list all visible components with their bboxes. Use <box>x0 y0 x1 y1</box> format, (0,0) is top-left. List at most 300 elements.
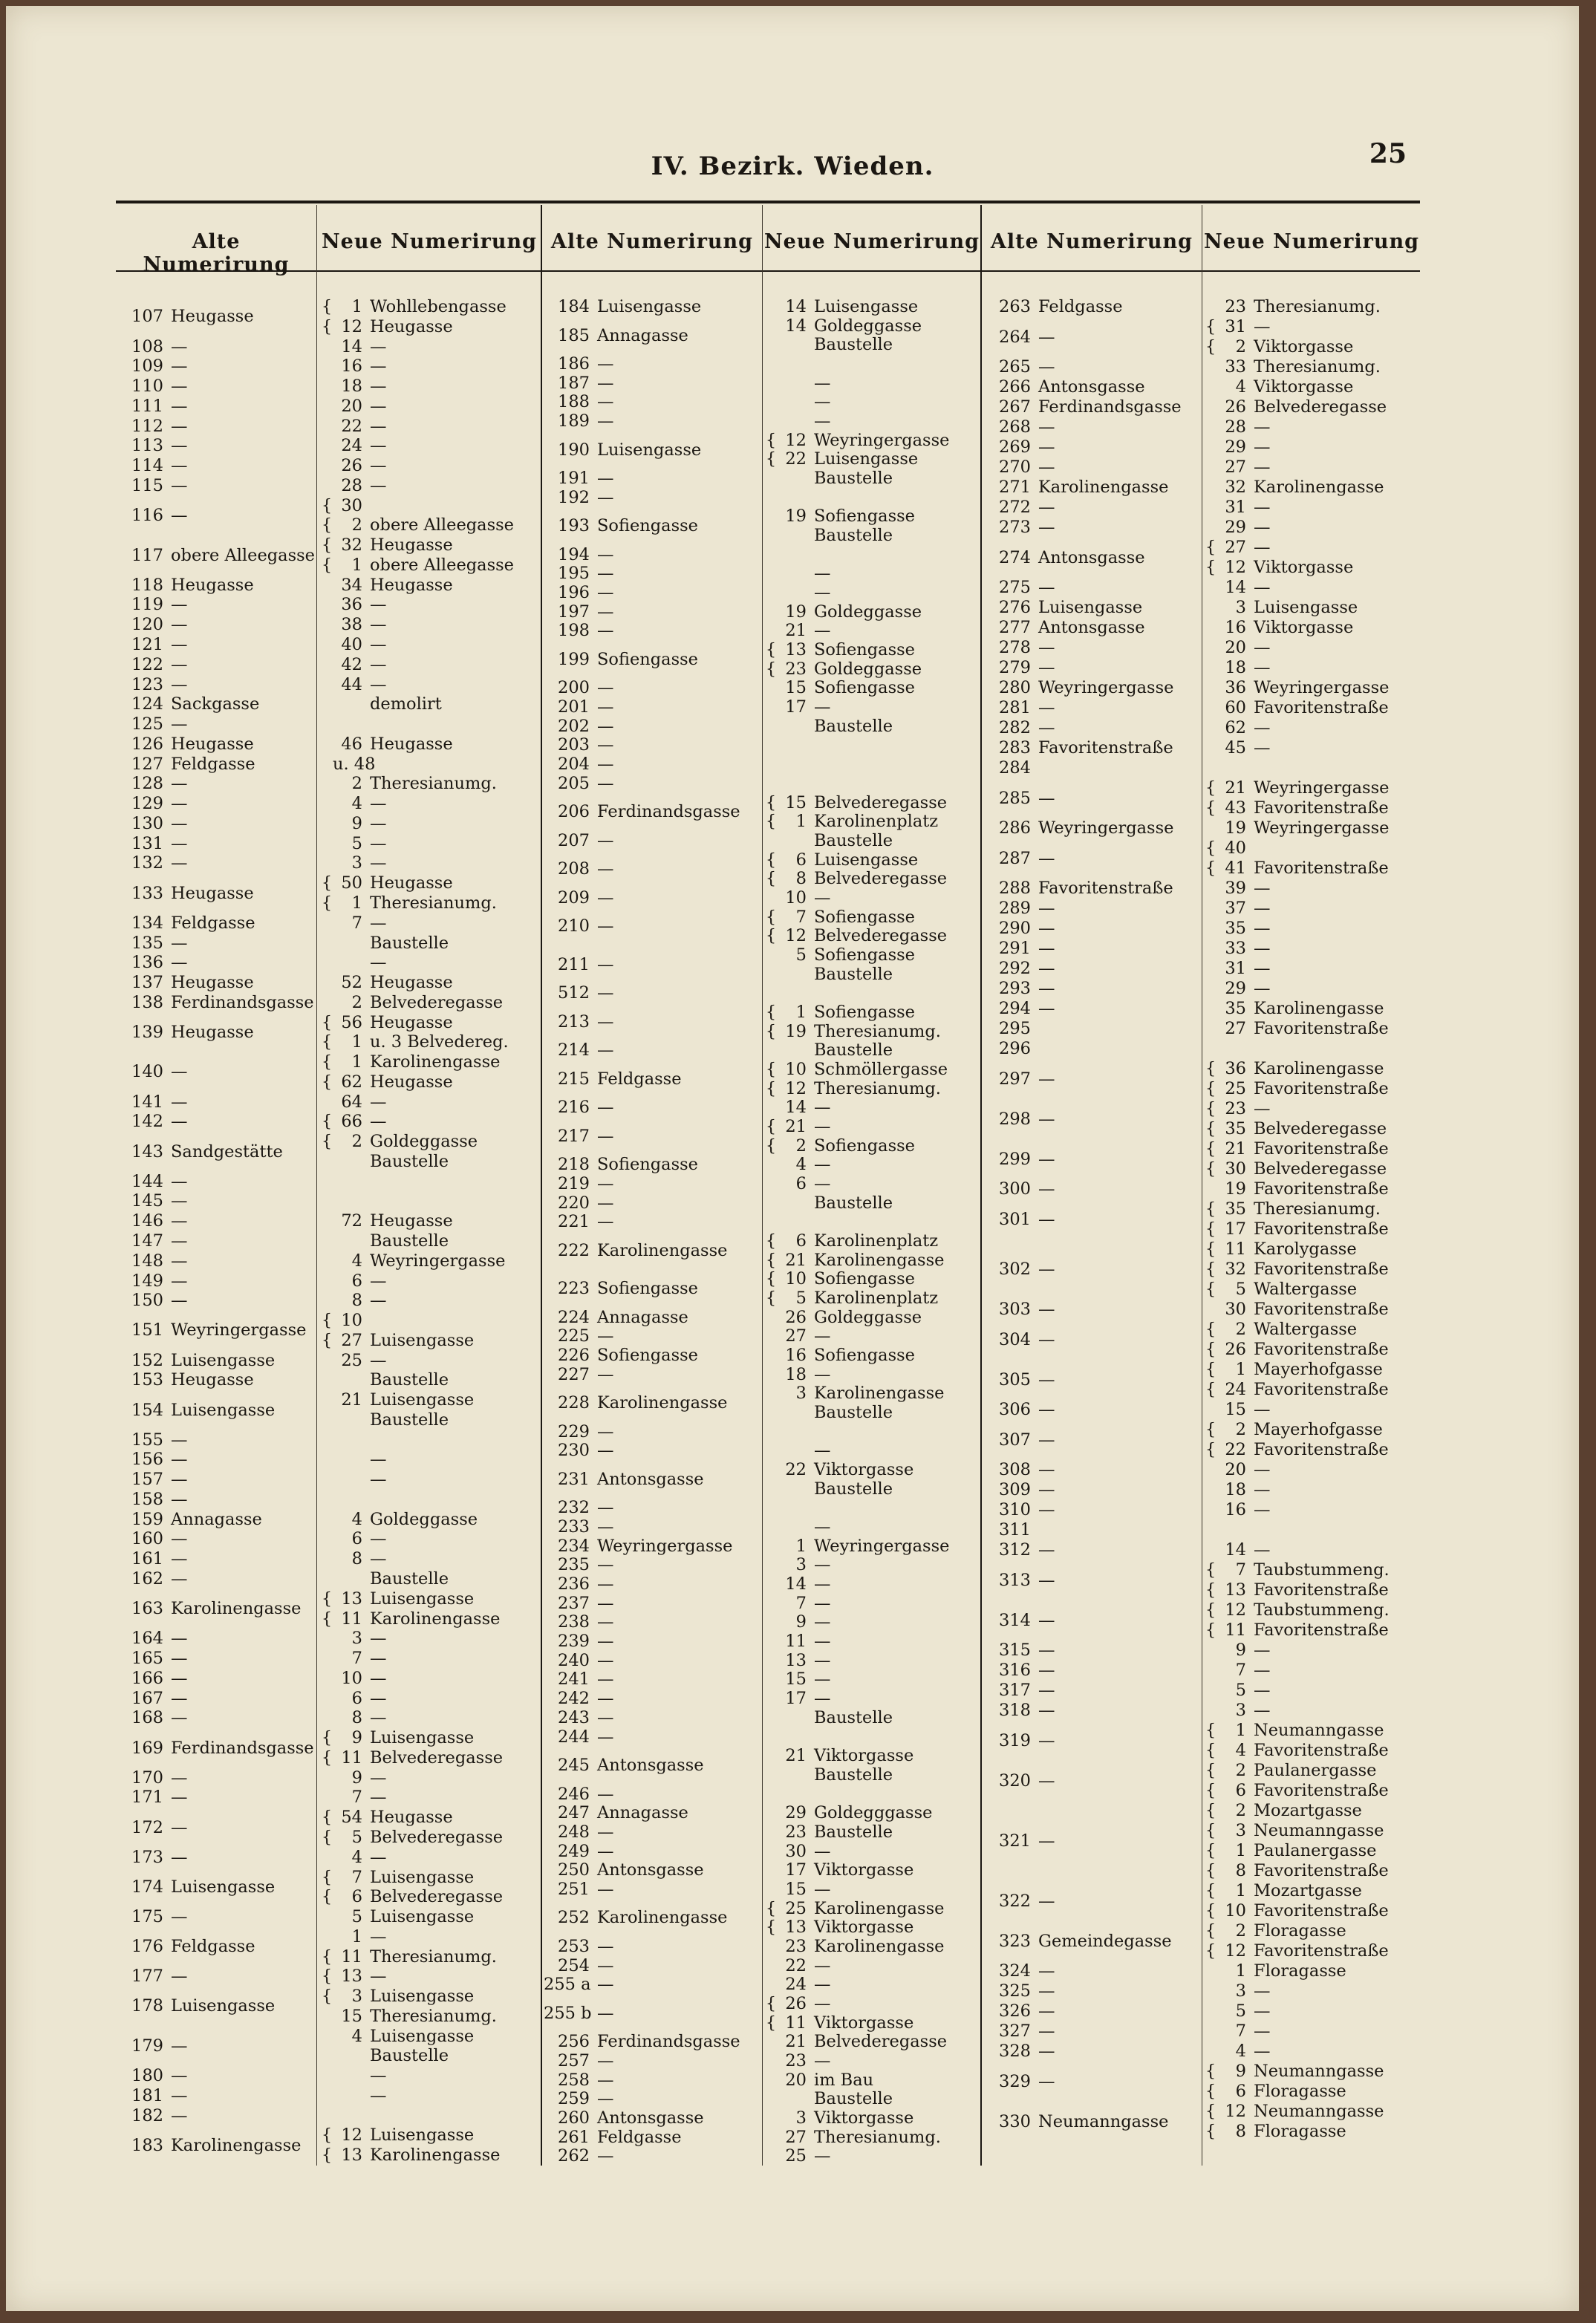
brace-mark: { <box>1205 1781 1216 1800</box>
new-entry <box>765 1956 831 1976</box>
new-street: Baustelle <box>370 1410 449 1430</box>
new-number: 2 <box>1235 337 1246 356</box>
brace-mark: { <box>1205 2062 1216 2081</box>
new-street: — <box>370 794 387 814</box>
new-entry <box>765 965 893 985</box>
new-entry <box>1205 1219 1389 1239</box>
new-entry <box>1205 999 1384 1019</box>
new-street: Luisengasse <box>370 2026 475 2046</box>
new-entry <box>321 2146 500 2166</box>
new-entry <box>765 735 814 755</box>
new-number: 29 <box>785 1803 807 1823</box>
new-number: 18 <box>1225 1480 1246 1499</box>
old-entry <box>544 1422 614 1442</box>
old-entry <box>985 618 1145 638</box>
old-street: — <box>597 2003 614 2023</box>
old-street: — <box>597 1784 614 1804</box>
new-entry <box>765 1441 831 1461</box>
old-entry <box>117 546 315 566</box>
old-number: 329 <box>999 2071 1031 2091</box>
new-entry <box>1205 1039 1254 1059</box>
old-number: 247 <box>558 1803 590 1823</box>
new-entry <box>1205 2021 1271 2042</box>
new-number: 1 <box>351 297 362 316</box>
new-number: 40 <box>341 635 362 655</box>
old-street: — <box>1038 1701 1055 1720</box>
old-entry <box>544 1012 614 1032</box>
old-entry <box>985 919 1055 939</box>
new-street: Favoritenstraße <box>1254 798 1389 818</box>
new-street: — <box>1254 939 1271 958</box>
old-street: — <box>597 916 614 936</box>
new-street: Baustelle <box>814 830 893 850</box>
old-entry <box>544 1594 614 1614</box>
old-street: — <box>597 2089 614 2109</box>
old-street: Sofiengasse <box>597 1346 698 1366</box>
old-entry <box>117 1112 188 1132</box>
old-street: — <box>1038 1770 1055 1791</box>
old-entry <box>117 1470 188 1490</box>
brace-mark: { <box>1205 2102 1216 2121</box>
new-entry <box>765 392 831 412</box>
old-street: — <box>597 1612 614 1632</box>
new-entry <box>765 1174 831 1194</box>
brace-mark: { <box>1205 1099 1216 1118</box>
new-street: Belvederegasse <box>1254 1119 1387 1138</box>
new-number: 10 <box>785 887 807 908</box>
new-number: 1 <box>795 1536 807 1556</box>
new-number: 1 <box>1235 1961 1246 1981</box>
old-number: 164 <box>131 1629 163 1649</box>
new-entry <box>1205 1580 1389 1600</box>
old-street: — <box>171 2066 188 2086</box>
new-number: 1 <box>1235 1881 1246 1900</box>
new-street: Heugasse <box>370 535 453 556</box>
old-street: — <box>171 1062 188 1082</box>
old-street: — <box>1038 788 1055 808</box>
old-number: 242 <box>558 1689 590 1709</box>
old-number: 244 <box>558 1727 590 1747</box>
old-street: — <box>171 1191 188 1211</box>
old-number: 235 <box>558 1555 590 1575</box>
new-number: 10 <box>341 1311 362 1331</box>
new-number: 5 <box>795 945 807 965</box>
brace-mark: { <box>1205 1921 1216 1941</box>
new-number: 25 <box>341 1350 362 1370</box>
new-number: 13 <box>785 1918 807 1938</box>
new-street: Taubstummeng. <box>1254 1600 1390 1620</box>
old-number: 308 <box>999 1460 1031 1479</box>
old-number: 291 <box>999 939 1031 958</box>
old-street: — <box>1038 899 1055 918</box>
brace-mark: { <box>1205 2082 1216 2101</box>
old-number: 220 <box>558 1193 590 1213</box>
new-street: — <box>1254 317 1271 336</box>
old-number: 174 <box>131 1877 163 1897</box>
old-street: — <box>171 635 188 655</box>
new-entry <box>321 1251 505 1271</box>
old-entry <box>544 1632 614 1652</box>
old-street: — <box>171 1768 188 1788</box>
new-number: 39 <box>1225 879 1246 898</box>
new-number: 23 <box>785 659 807 679</box>
new-number: 3 <box>1235 1821 1246 1840</box>
old-entry <box>544 755 614 775</box>
new-number: 5 <box>351 833 362 853</box>
new-street: — <box>1254 1099 1271 1118</box>
old-street: — <box>597 755 614 775</box>
old-street: — <box>597 1011 614 1032</box>
old-number: 282 <box>999 718 1031 737</box>
new-street: — <box>370 1847 387 1867</box>
new-entry <box>765 2108 913 2128</box>
old-entry <box>544 983 614 1003</box>
old-entry <box>117 1401 275 1421</box>
brace-mark: { <box>1205 798 1216 818</box>
old-street: — <box>597 1498 614 1518</box>
new-number: 2 <box>795 1136 807 1156</box>
new-street: — <box>370 953 387 973</box>
old-street: — <box>1038 1831 1055 1851</box>
old-street: Feldgasse <box>171 913 255 933</box>
old-entry <box>117 1768 188 1788</box>
new-entry <box>1205 2042 1271 2062</box>
new-entry <box>765 831 893 851</box>
old-entry <box>544 1212 614 1232</box>
old-street: — <box>171 356 188 377</box>
old-number: 136 <box>131 953 163 973</box>
new-street: Favoritenstraße <box>1254 1079 1389 1098</box>
old-number: 159 <box>131 1509 163 1529</box>
old-street: Karolinengasse <box>171 2135 302 2155</box>
new-number: 6 <box>351 1271 362 1291</box>
new-number: 21 <box>785 1116 807 1136</box>
old-street: — <box>1038 457 1055 477</box>
new-entry <box>765 449 918 469</box>
column-header-old: Alte Numerirung <box>143 230 290 276</box>
new-street: — <box>370 2085 387 2105</box>
new-number: 1 <box>351 1032 362 1052</box>
old-number: 198 <box>558 621 590 641</box>
new-entry <box>321 953 387 973</box>
old-street: — <box>1038 2042 1055 2061</box>
brace-mark: { <box>765 907 777 927</box>
new-entry <box>1205 678 1389 698</box>
new-street: Goldegggasse <box>814 1803 933 1823</box>
new-entry <box>1205 1280 1357 1300</box>
new-number: 6 <box>351 1887 362 1907</box>
new-number: 2 <box>1235 1761 1246 1780</box>
new-entry <box>321 1669 387 1689</box>
old-number: 206 <box>558 802 590 822</box>
new-entry <box>765 678 915 698</box>
old-number: 147 <box>131 1231 163 1251</box>
old-number: 311 <box>999 1520 1031 1540</box>
old-number: 262 <box>558 2146 590 2166</box>
old-street: Sofiengasse <box>597 1279 698 1299</box>
brace-mark: { <box>765 430 777 450</box>
new-entry <box>765 1689 831 1709</box>
new-number: 11 <box>341 1946 362 1967</box>
old-number: 318 <box>999 1701 1031 1720</box>
new-street: Baustelle <box>370 933 449 953</box>
new-entry <box>321 1510 478 1530</box>
old-number: 192 <box>558 487 590 507</box>
new-number: 3 <box>795 1384 807 1404</box>
new-entry <box>765 1994 831 2014</box>
old-street: — <box>597 1669 614 1690</box>
old-entry <box>985 1039 1038 1059</box>
new-entry <box>1205 1340 1389 1360</box>
new-street: Sofiengasse <box>814 907 915 927</box>
old-entry <box>117 1191 188 1211</box>
old-entry <box>544 1956 614 1976</box>
old-entry <box>117 615 188 635</box>
new-entry <box>765 1460 913 1480</box>
new-entry <box>765 1040 893 1060</box>
old-street: — <box>1038 1540 1055 1560</box>
new-entry <box>765 1937 944 1957</box>
new-street: Karolinengasse <box>370 1052 501 1072</box>
old-number: 107 <box>131 307 163 327</box>
old-entry <box>117 655 188 675</box>
old-street: — <box>171 456 188 476</box>
new-street: Favoritenstraße <box>1254 1580 1389 1600</box>
old-number: 202 <box>558 716 590 736</box>
new-street: — <box>814 1689 831 1709</box>
old-number: 157 <box>131 1470 163 1490</box>
old-number: 232 <box>558 1498 590 1518</box>
new-street: — <box>1254 518 1271 537</box>
new-number: 21 <box>785 1250 807 1270</box>
new-number: 15 <box>341 2006 362 2026</box>
old-number: 327 <box>999 2021 1031 2041</box>
old-number: 320 <box>999 1770 1031 1791</box>
old-number: 219 <box>558 1173 590 1193</box>
new-entry <box>321 1788 387 1808</box>
old-entry <box>117 1510 262 1530</box>
old-number: 246 <box>558 1784 590 1804</box>
new-number: 21 <box>785 1746 807 1766</box>
new-entry <box>321 456 387 476</box>
brace-mark: { <box>765 1898 777 1918</box>
new-street: — <box>370 1271 387 1291</box>
new-street: — <box>370 456 387 476</box>
new-entry <box>321 1311 370 1331</box>
new-entry <box>765 1975 831 1995</box>
new-street: — <box>370 615 387 635</box>
old-street: Weyringergasse <box>171 1320 307 1340</box>
old-entry <box>117 2106 188 2126</box>
new-entry <box>765 1003 915 1023</box>
new-number: 66 <box>341 1112 362 1132</box>
old-entry <box>544 2032 740 2052</box>
new-entry <box>321 2125 474 2146</box>
new-entry <box>321 893 497 913</box>
new-entry <box>321 515 514 535</box>
old-entry <box>544 583 614 603</box>
new-street: — <box>1254 2021 1271 2041</box>
brace-mark: { <box>1205 1059 1216 1078</box>
old-street: Heugasse <box>171 575 254 595</box>
new-street: Karolinengasse <box>814 1936 945 1956</box>
new-number: 32 <box>341 535 362 556</box>
new-entry <box>765 469 893 489</box>
old-number: 317 <box>999 1681 1031 1700</box>
new-entry <box>321 556 514 576</box>
new-number: 1 <box>1235 1721 1246 1740</box>
old-number: 239 <box>558 1632 590 1652</box>
old-entry <box>117 675 188 695</box>
new-street: Viktorgasse <box>814 2013 914 2033</box>
old-street: — <box>171 1291 188 1311</box>
old-number: 268 <box>999 417 1031 437</box>
section-divider <box>980 205 982 2166</box>
new-street: — <box>814 1841 831 1861</box>
old-entry <box>985 1981 1055 2001</box>
brace-mark: { <box>765 1918 777 1938</box>
new-street: — <box>1254 638 1271 657</box>
new-number: 19 <box>1225 1179 1246 1199</box>
old-number: 149 <box>131 1271 163 1291</box>
new-entry <box>321 1052 500 1072</box>
old-entry <box>985 718 1055 738</box>
new-number: 9 <box>351 1728 362 1748</box>
old-entry <box>544 374 614 394</box>
old-entry <box>544 650 698 670</box>
old-street: — <box>171 1271 188 1291</box>
new-entry <box>321 2046 449 2066</box>
new-number: 50 <box>341 873 362 893</box>
old-street: — <box>597 1879 614 1899</box>
old-number: 217 <box>558 1126 590 1146</box>
new-entry <box>1205 1560 1390 1580</box>
brace-mark: { <box>321 1052 333 1072</box>
new-entry <box>765 1899 944 1919</box>
new-street: Viktorgasse <box>814 1860 914 1880</box>
old-number: 154 <box>131 1400 163 1420</box>
old-entry <box>985 1300 1055 1320</box>
new-number: 30 <box>785 1841 807 1861</box>
old-street: — <box>171 1489 188 1509</box>
old-street: Karolinengasse <box>597 1240 728 1260</box>
old-street: — <box>597 1727 614 1747</box>
old-number: 127 <box>131 754 163 774</box>
old-street: Antonsgasse <box>597 1756 704 1776</box>
old-number: 191 <box>558 469 590 489</box>
new-number: 32 <box>1225 478 1246 497</box>
new-entry <box>765 1479 893 1499</box>
new-street: Belvederegasse <box>370 1747 504 1768</box>
brace-mark: { <box>1205 1741 1216 1760</box>
old-number: 294 <box>999 999 1031 1018</box>
new-street: Neumanngasse <box>1254 2102 1384 2121</box>
old-street: — <box>1038 1661 1055 1680</box>
new-street: — <box>370 813 387 833</box>
new-entry <box>1205 1881 1362 1901</box>
brace-mark: { <box>1205 337 1216 356</box>
new-entry <box>1205 1941 1389 1961</box>
new-street: Luisengasse <box>370 1589 475 1609</box>
old-entry <box>544 1193 614 1213</box>
new-street: — <box>1254 578 1271 597</box>
new-number: 4 <box>1235 377 1246 397</box>
new-number: 4 <box>351 2026 362 2046</box>
old-entry <box>544 469 614 489</box>
brace-mark: { <box>765 1002 777 1022</box>
new-entry <box>321 1370 449 1390</box>
new-street: Favoritenstraße <box>1254 1219 1389 1239</box>
old-entry <box>117 1490 188 1510</box>
old-entry <box>544 545 614 565</box>
new-street: Theresianumg. <box>1254 1199 1381 1219</box>
new-number: 1 <box>1235 1841 1246 1860</box>
header-rule <box>116 201 1420 203</box>
old-entry <box>117 1967 188 1987</box>
new-number: 15 <box>785 1669 807 1690</box>
old-entry <box>544 1727 614 1747</box>
old-street: — <box>171 794 188 814</box>
new-street: Baustelle <box>814 964 893 984</box>
new-entry <box>1205 357 1381 377</box>
new-number: 36 <box>1225 1059 1246 1078</box>
old-entry <box>544 916 614 936</box>
old-number: 258 <box>558 2070 590 2090</box>
old-entry <box>117 506 188 526</box>
new-street: Weyringergasse <box>1254 778 1390 798</box>
new-entry <box>321 1808 453 1828</box>
new-street: — <box>370 1788 387 1808</box>
new-entry <box>765 1384 944 1404</box>
new-street: Baustelle <box>814 1403 893 1423</box>
old-number: 139 <box>131 1022 163 1042</box>
old-entry <box>985 2001 1055 2021</box>
new-street: Goldeggasse <box>814 659 922 679</box>
old-number: 265 <box>999 357 1031 377</box>
old-street: obere Alleegasse <box>171 545 315 565</box>
old-street: — <box>597 2050 614 2070</box>
new-number: 2 <box>351 774 362 794</box>
old-number: 138 <box>131 992 163 1012</box>
old-number: 143 <box>131 1141 163 1162</box>
old-entry <box>117 913 255 934</box>
old-street: — <box>597 1841 614 1861</box>
old-entry <box>985 658 1055 678</box>
old-street: — <box>171 615 188 635</box>
new-street: — <box>814 1574 831 1594</box>
old-number: 110 <box>131 377 163 397</box>
new-number: 34 <box>341 575 362 595</box>
new-number: 38 <box>341 615 362 635</box>
old-number: 112 <box>131 416 163 436</box>
new-entry <box>765 1079 941 1099</box>
old-street: — <box>1038 1460 1055 1479</box>
new-number: 2 <box>351 1132 362 1152</box>
old-entry <box>544 1069 682 1089</box>
old-number: 243 <box>558 1707 590 1727</box>
brace-mark: { <box>321 893 333 913</box>
old-entry <box>985 478 1168 498</box>
new-number: 1 <box>351 893 362 913</box>
old-number: 141 <box>131 1092 163 1112</box>
new-entry <box>765 2051 831 2071</box>
old-number: 240 <box>558 1650 590 1670</box>
new-number: 29 <box>1225 518 1246 537</box>
old-entry <box>117 853 188 873</box>
new-entry <box>765 2146 831 2166</box>
old-number: 225 <box>558 1326 590 1346</box>
old-street: — <box>1038 1891 1055 1911</box>
